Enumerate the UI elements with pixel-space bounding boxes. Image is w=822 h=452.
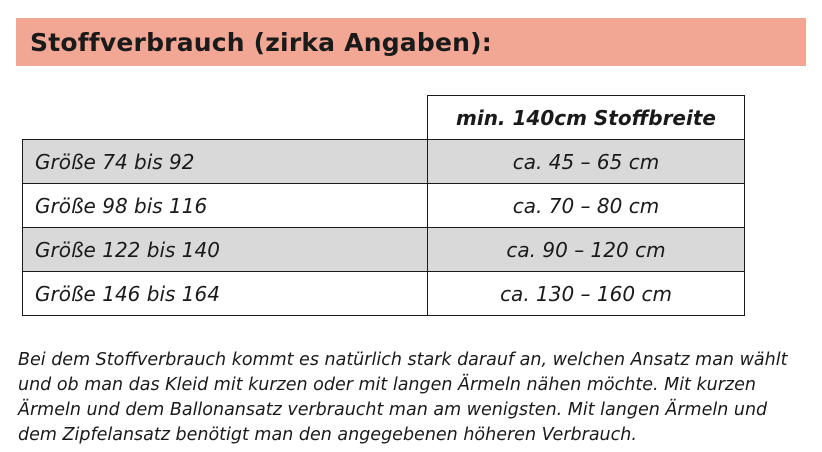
note-paragraph: Bei dem Stoffverbrauch kommt es natürlich stark darauf an, welchen Ansatz man wählt und ob man das Kleid mit kurzen oder mit langen Ärmeln nähen möchte. Mit kurzen Ärmeln und dem Ballonansatz verbraucht man am wenigsten. Mit langen Ärmeln und dem Zipfelansatz benötigt man den angegebenen höheren Verbrauch. [18,350,788,445]
fabric-value: ca. 90 – 120 cm [428,228,745,272]
table-row [23,184,745,228]
fabric-consumption-table [22,95,745,316]
table-header-row [23,96,745,140]
table-row [23,228,745,272]
table-row [23,272,745,316]
size-label: Größe 122 bis 140 [23,228,428,272]
fabric-value: ca. 130 – 160 cm [428,272,745,316]
page-title: Stoffverbrauch (zirka Angaben): [30,27,492,57]
fabric-value: ca. 45 – 65 cm [428,140,745,184]
size-label: Größe 74 bis 92 [23,140,428,184]
fabric-value: ca. 70 – 80 cm [428,184,745,228]
table-header-fabric-width: min. 140cm Stoffbreite [428,96,745,140]
table-header-empty [23,96,428,140]
size-label: Größe 98 bis 116 [23,184,428,228]
size-label: Größe 146 bis 164 [23,272,428,316]
table-row [23,140,745,184]
title-banner [16,18,806,66]
